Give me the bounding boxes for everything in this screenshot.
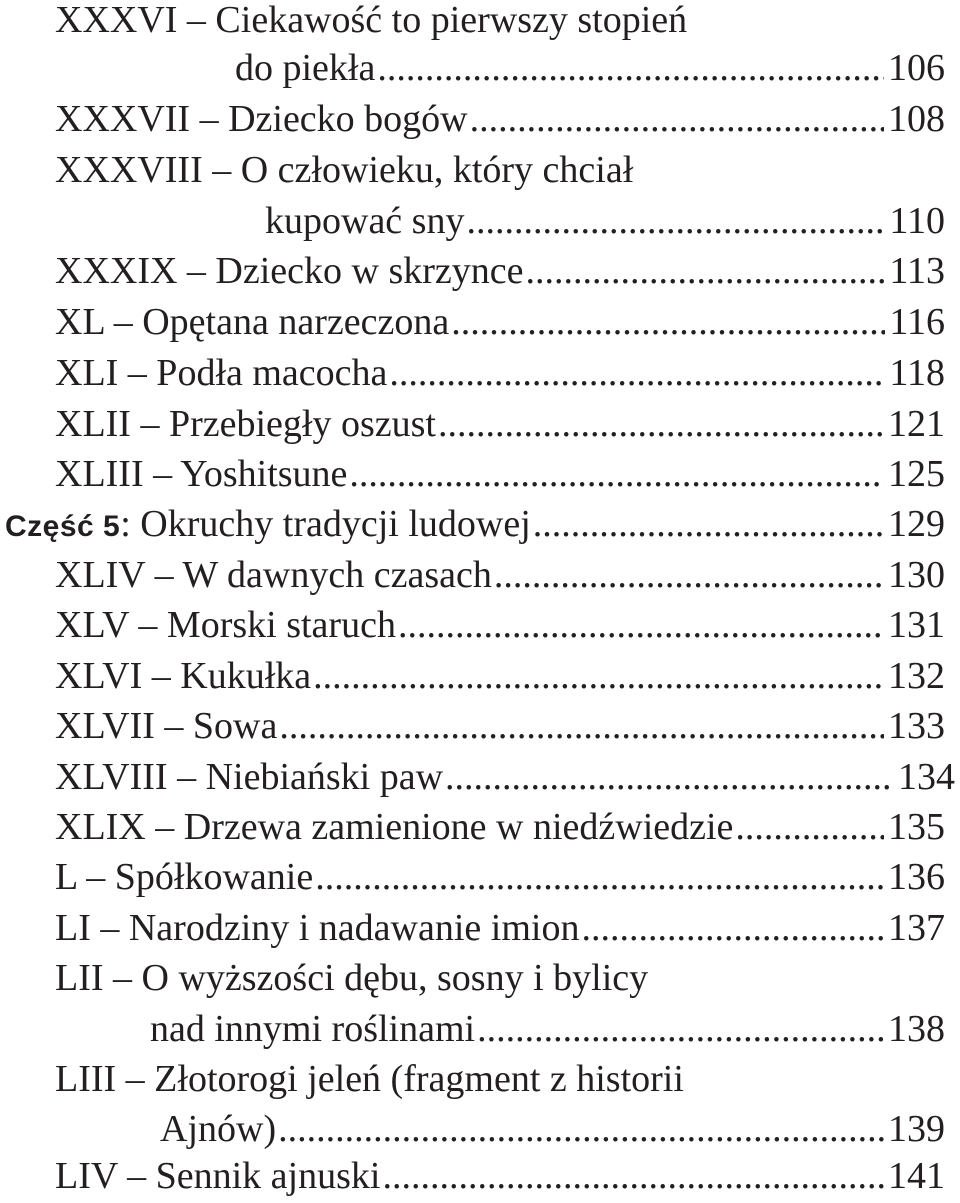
toc-entry-heading-line xyxy=(55,952,935,1004)
toc-entry-title: : Okruchy tradycji ludowej xyxy=(120,503,531,545)
toc-page-number: 106 xyxy=(888,47,945,89)
toc-entry-title: Ajnów) xyxy=(160,1108,277,1150)
toc-page-number: 125 xyxy=(888,453,945,495)
toc-entry-title: XLIX – Drzewa zamienione w niedźwiedzie xyxy=(55,806,734,848)
toc-entry-title: XLVIII – Niebiański paw xyxy=(55,756,444,798)
toc-entry-title: LIII – Złotorogi jeleń (fragment z historii xyxy=(55,1058,684,1100)
toc-page-number: 139 xyxy=(888,1108,945,1150)
toc-page-number: 137 xyxy=(888,907,945,949)
toc-page-number: 130 xyxy=(888,554,945,596)
toc-entry xyxy=(55,448,945,500)
toc-entry xyxy=(55,296,945,348)
toc-entry xyxy=(55,398,945,450)
toc-leader-dots xyxy=(445,751,894,803)
toc-part-label: Część 5 xyxy=(5,510,121,543)
toc-page-number: 118 xyxy=(889,352,945,394)
toc-page-number: 121 xyxy=(888,403,945,445)
toc-page-number: 110 xyxy=(889,200,945,242)
toc-entry-title: nad innymi roślinami xyxy=(150,1008,476,1050)
toc-entry xyxy=(55,851,945,903)
toc-entry-title: XXXVIII – O człowieku, który chciał xyxy=(55,149,634,191)
toc-leader-dots xyxy=(526,245,886,297)
toc-entry-title: XXXIX – Dziecko w skrzynce xyxy=(55,250,524,292)
toc-leader-dots xyxy=(581,902,884,954)
toc-page-number: 116 xyxy=(889,301,945,343)
toc-leader-dots xyxy=(398,599,884,651)
toc-entry xyxy=(55,347,945,399)
toc-entry xyxy=(55,700,945,752)
toc-leader-dots xyxy=(438,398,884,450)
toc-entry xyxy=(150,1003,945,1055)
toc-entry-title: L – Spółkowanie xyxy=(55,856,314,898)
toc-entry-title: XLVI – Kukułka xyxy=(55,655,312,697)
toc-entry xyxy=(235,42,945,94)
toc-entry xyxy=(55,1150,945,1202)
toc-page-number: 108 xyxy=(888,98,945,140)
toc-entry-title: XLI – Podła macocha xyxy=(55,352,388,394)
toc-page-number: 113 xyxy=(889,250,945,292)
toc-part-title xyxy=(5,498,531,553)
toc-entry-title: XLIV – W dawnych czasach xyxy=(55,554,492,596)
toc-page-number: 132 xyxy=(888,655,945,697)
toc-leader-dots xyxy=(735,801,884,853)
toc-leader-dots xyxy=(382,1150,884,1202)
toc-entry xyxy=(55,751,955,803)
toc-leader-dots xyxy=(349,448,884,500)
toc-entry-title: LII – O wyższości dębu, sosny i bylicy xyxy=(55,957,649,999)
toc-entry-heading-line xyxy=(55,144,935,196)
toc-entry xyxy=(55,245,945,297)
toc-leader-dots xyxy=(494,549,884,601)
toc-leader-dots xyxy=(279,700,884,752)
toc-entry-title: XLII – Przebiegły oszust xyxy=(55,403,436,445)
toc-leader-dots xyxy=(315,851,884,903)
toc-entry-title: XL – Opętana narzeczona xyxy=(55,301,450,343)
toc-page-number: 134 xyxy=(898,756,955,798)
toc-entry xyxy=(265,195,945,247)
toc-entry xyxy=(55,93,945,145)
toc-entry-title: do piekła xyxy=(235,47,376,89)
toc-entry-title: LIV – Sennik ajnuski xyxy=(55,1155,381,1197)
toc-part-heading xyxy=(5,498,945,550)
toc-page-number: 136 xyxy=(888,856,945,898)
toc-page-number: 141 xyxy=(888,1155,945,1197)
toc-page-number: 131 xyxy=(888,604,945,646)
toc-leader-dots xyxy=(477,1003,884,1055)
toc-entry xyxy=(55,599,945,651)
toc-leader-dots xyxy=(377,42,884,94)
toc-entry-heading-line xyxy=(55,1053,935,1105)
toc-entry-title: XLVII – Sowa xyxy=(55,705,278,747)
toc-entry xyxy=(55,650,945,702)
toc-entry xyxy=(55,801,945,853)
toc-leader-dots xyxy=(470,93,884,145)
toc-entry-title: XLV – Morski staruch xyxy=(55,604,396,646)
toc-entry xyxy=(55,902,945,954)
toc-entry xyxy=(55,549,945,601)
toc-entry-title: XLIII – Yoshitsune xyxy=(55,453,348,495)
toc-page-number: 135 xyxy=(888,806,945,848)
toc-entry-heading-line xyxy=(55,0,935,46)
toc-page-number: 138 xyxy=(888,1008,945,1050)
toc-page-number: 133 xyxy=(888,705,945,747)
toc-leader-dots xyxy=(466,195,885,247)
toc-entry xyxy=(160,1103,945,1155)
toc-leader-dots xyxy=(313,650,884,702)
toc-page-number: 129 xyxy=(888,503,945,545)
toc-leader-dots xyxy=(278,1103,884,1155)
toc-entry-title: kupować sny xyxy=(265,200,465,242)
toc-entry-title: XXXVI – Ciekawość to pierwszy stopień xyxy=(55,0,688,41)
toc-entry-title: XXXVII – Dziecko bogów xyxy=(55,98,468,140)
toc-leader-dots xyxy=(451,296,885,348)
toc-leader-dots xyxy=(533,498,884,550)
toc-entry-title: LI – Narodziny i nadawanie imion xyxy=(55,907,580,949)
toc-leader-dots xyxy=(389,347,885,399)
